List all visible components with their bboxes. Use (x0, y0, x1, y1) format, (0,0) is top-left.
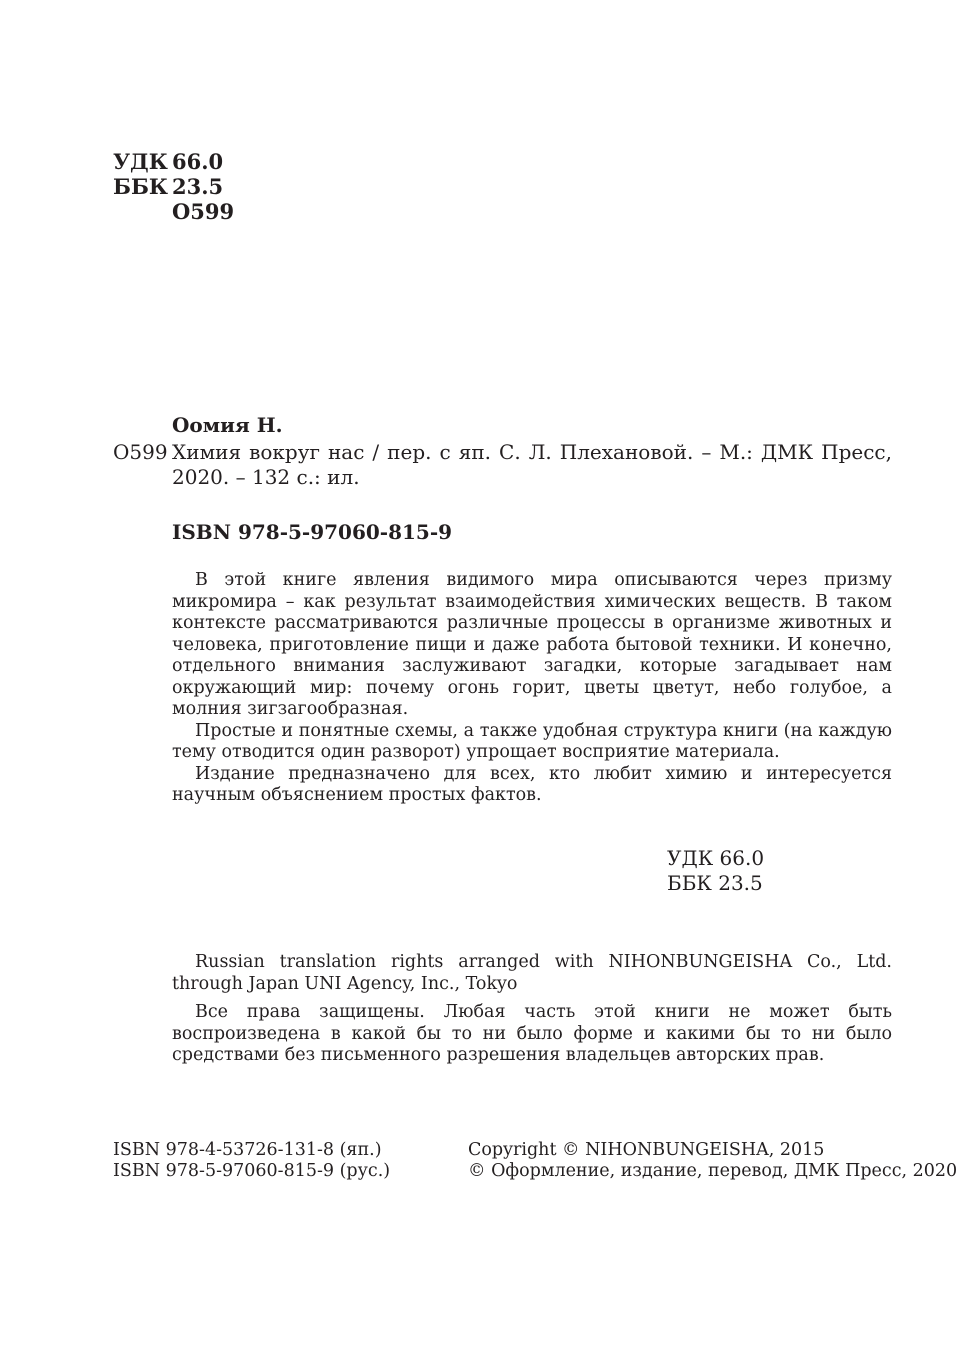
isbn-russian: ISBN 978-5-97060-815-9 (рус.) (113, 1161, 391, 1181)
author-mark-value: О599 (172, 199, 235, 224)
udk-label: УДК (113, 149, 168, 174)
isbn-main: ISBN 978-5-97060-815-9 (172, 520, 453, 544)
isbn-japanese: ISBN 978-4-53726-131-8 (яп.) (113, 1140, 382, 1160)
rights-reserved-text: Все права защищены. Любая часть этой книги не может быть воспроизведена в какой бы то ни было форме и какими бы то ни было средствами без письменного разрешения владельцев авторских прав. (172, 1002, 892, 1065)
biblio-author-mark: О599 (113, 440, 168, 464)
classification-bbk-bottom: ББК 23.5 (667, 871, 763, 895)
annotation-paragraph: Простые и понятные схемы, а также удобная структура книги (на каждую тему отводится один разворот) упрощает восприятие материала. (172, 720, 892, 762)
udk-value: 66.0 (172, 149, 224, 174)
copyright-design: © Оформление, издание, перевод, ДМК Пресс, 2020 (468, 1161, 958, 1181)
copyright-original: Copyright © NIHONBUNGEISHA, 2015 (468, 1140, 825, 1160)
translation-rights-text: Russian translation rights arranged with NIHONBUNGEISHA Co., Ltd. through Japan UNI Agency, Inc., Tokyo (172, 952, 892, 994)
bbk-label: ББК (113, 174, 168, 199)
classification-udk-bottom: УДК 66.0 (667, 846, 765, 870)
rights-reserved (172, 1002, 892, 1067)
biblio-description: Химия вокруг нас / пер. с яп. С. Л. Плехановой. – М.: ДМК Пресс, 2020. – 132 с.: ил. (172, 440, 892, 489)
annotation (172, 570, 892, 807)
annotation-paragraph: Издание предназначено для всех, кто любит химию и интересуется научным объяснением простых фактов. (172, 763, 892, 805)
author-name: Оомия Н. (172, 413, 283, 437)
bbk-value: 23.5 (172, 174, 224, 199)
annotation-paragraph: В этой книге явления видимого мира описываются через призму микромира – как результат взаимодействия химических веществ. В таком контексте рассматриваются различные процессы в организме животных и человека, приготовление пищи и даже работа бытовой техники. И конечно, отдельного внимания заслуживают загадки, которые загадывает нам окружающий мир: почему огонь горит, цветы цветут, небо голубое, а молния зигзагообразная. (172, 570, 892, 719)
translation-rights (172, 952, 892, 995)
